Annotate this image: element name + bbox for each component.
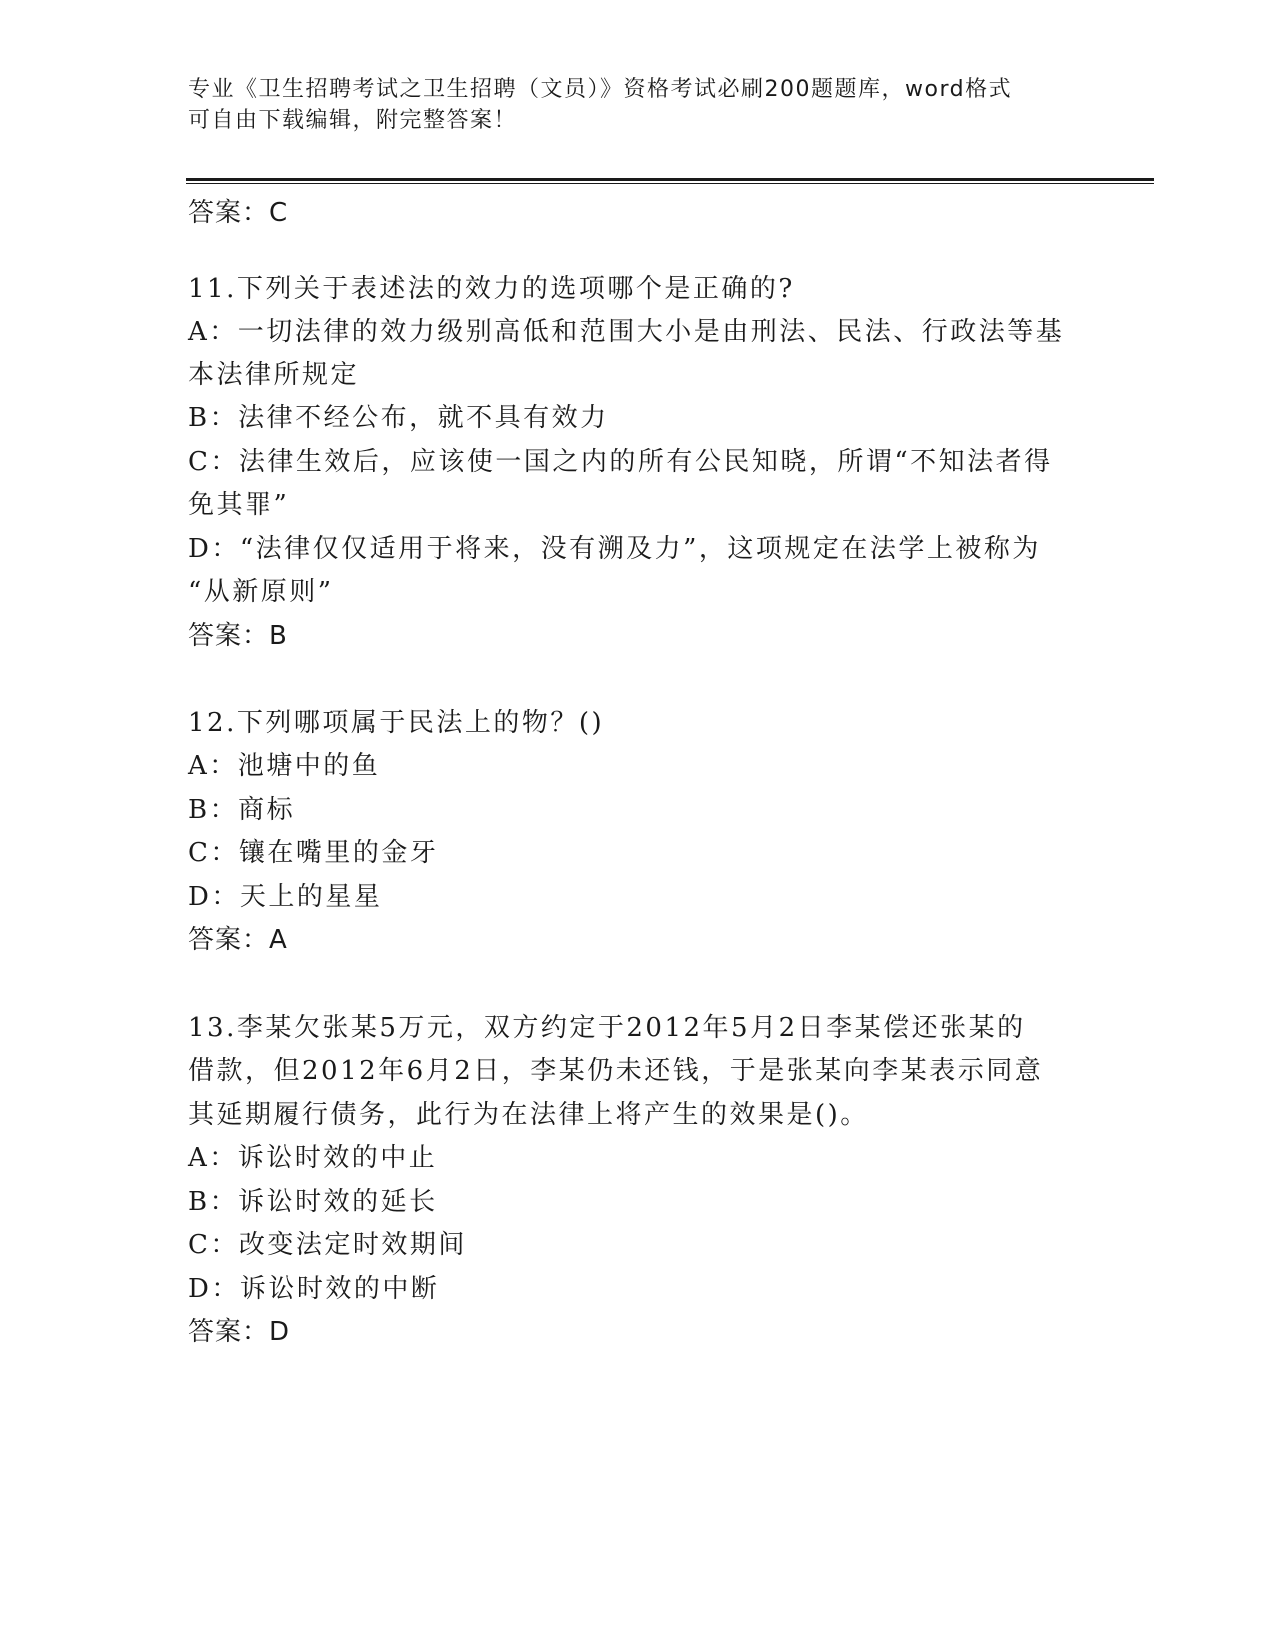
question-12-answer: 答案：A xyxy=(188,925,288,955)
question-13-option-c: C：改变法定时效期间 xyxy=(188,1230,467,1260)
question-11-option-c-cont: 免其罪” xyxy=(188,490,290,520)
question-11-option-d: D：“法律仅仅适用于将来，没有溯及力”，这项规定在法学上被称为 xyxy=(188,534,1041,564)
question-11-option-a: A：一切法律的效力级别高低和范围大小是由刑法、民法、行政法等基 xyxy=(188,317,1065,347)
question-13-stem-line-1: 13.李某欠张某5万元，双方约定于2012年5月2日李某偿还张某的 xyxy=(188,1013,1026,1043)
document-header xyxy=(188,74,1068,136)
header-rule-thick xyxy=(186,178,1154,181)
header-line-2: 可自由下载编辑，附完整答案！ xyxy=(188,108,518,133)
question-12-stem: 12.下列哪项属于民法上的物？() xyxy=(188,708,605,738)
question-13-option-d: D：诉讼时效的中断 xyxy=(188,1274,440,1304)
question-12-option-d: D：天上的星星 xyxy=(188,882,383,912)
question-12-option-c: C：镶在嘴里的金牙 xyxy=(188,838,439,868)
question-11-option-d-cont: “从新原则” xyxy=(188,577,334,607)
header-rule-thin xyxy=(186,183,1154,184)
question-12-option-b: B：商标 xyxy=(188,795,296,825)
question-13-option-b: B：诉讼时效的延长 xyxy=(188,1187,438,1217)
question-13-answer: 答案：D xyxy=(188,1317,291,1347)
header-line-1: 专业《卫生招聘考试之卫生招聘（文员）》资格考试必刷200题题库，word格式 xyxy=(188,77,1013,102)
question-11-option-b: B：法律不经公布，就不具有效力 xyxy=(188,403,609,433)
question-13-option-a: A：诉讼时效的中止 xyxy=(188,1143,438,1173)
question-11-option-c: C：法律生效后，应该使一国之内的所有公民知晓，所谓“不知法者得 xyxy=(188,447,1053,477)
question-12-option-a: A：池塘中的鱼 xyxy=(188,751,381,781)
question-13-stem-line-2: 借款，但2012年6月2日，李某仍未还钱，于是张某向李某表示同意 xyxy=(188,1056,1044,1086)
question-13-stem-line-3: 其延期履行债务，此行为在法律上将产生的效果是()。 xyxy=(188,1100,869,1130)
previous-answer: 答案：C xyxy=(188,198,289,228)
question-11-option-a-cont: 本法律所规定 xyxy=(188,360,360,390)
question-11-answer: 答案：B xyxy=(188,621,288,651)
question-11-stem: 11.下列关于表述法的效力的选项哪个是正确的? xyxy=(188,274,795,304)
